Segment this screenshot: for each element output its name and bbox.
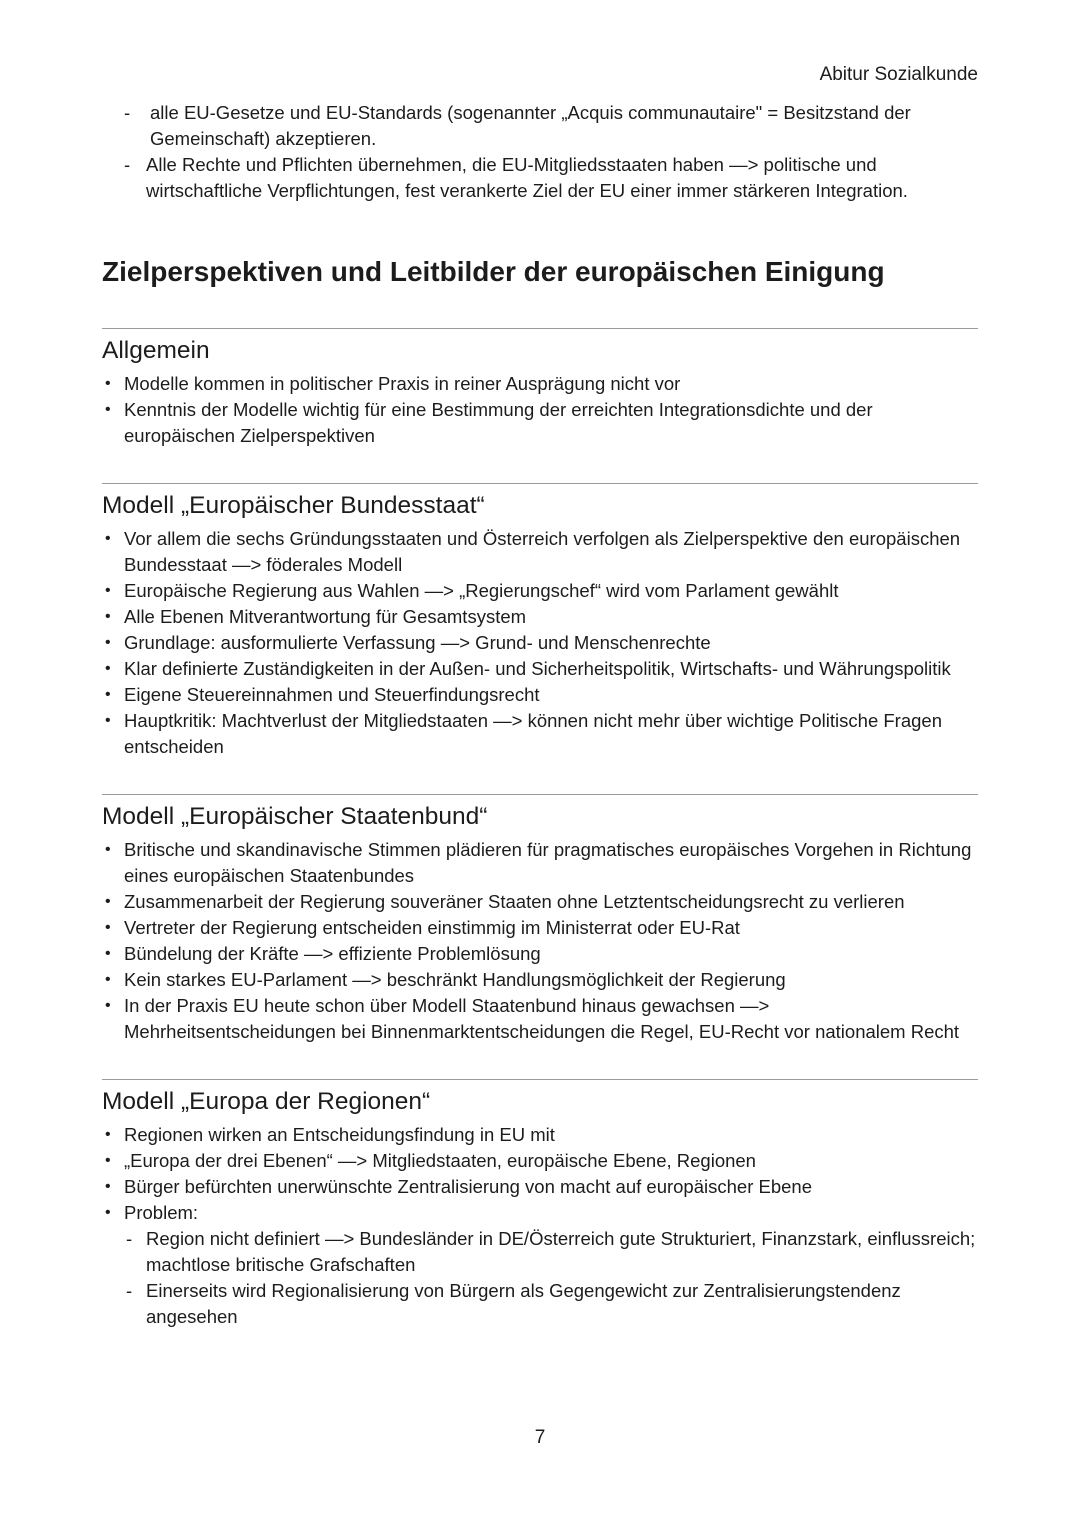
list-item: • Kenntnis der Modelle wichtig für eine Bestimmung der erreichten Integrationsdichte und der europäischen Zielperspektiven: [102, 397, 978, 449]
list-item: • In der Praxis EU heute schon über Modell Staatenbund hinaus gewachsen —> Mehrheitsentscheidungen bei Binnenmarktentscheidungen die Regel, EU-Recht vor nationalem Recht: [102, 993, 978, 1045]
sub-list: [102, 1226, 978, 1330]
section-title: Modell „Europäischer Staatenbund“: [102, 803, 488, 830]
list-item: • Britische und skandinavische Stimmen plädieren für pragmatisches europäisches Vorgehen in Richtung eines europäischen Staatenbundes: [102, 837, 978, 889]
main-title: Zielperspektiven und Leitbilder der europäischen Einigung: [102, 256, 885, 287]
section-staatenbund: [102, 794, 978, 1045]
intro-item: - Alle Rechte und Pflichten übernehmen, die EU-Mitgliedsstaaten haben —> politische und wirtschaftliche Verpflichtungen, fest verankerte Ziel der EU einer immer stärkeren Integration.: [102, 152, 978, 204]
section-divider: [102, 483, 978, 484]
list-item: • Bürger befürchten unerwünschte Zentralisierung von macht auf europäischer Ebene: [102, 1174, 978, 1200]
page-number: 7: [534, 1427, 546, 1448]
section-title: Allgemein: [102, 337, 210, 364]
list-item: • Klar definierte Zuständigkeiten in der Außen- und Sicherheitspolitik, Wirtschafts- und Währungspolitik: [102, 656, 978, 682]
list-item: • Hauptkritik: Machtverlust der Mitgliedstaaten —> können nicht mehr über wichtige Politische Fragen entscheiden: [102, 708, 978, 760]
bullet-list: [102, 526, 978, 760]
page-header: Abitur Sozialkunde: [819, 64, 978, 85]
list-item: • Grundlage: ausformulierte Verfassung —> Grund- und Menschenrechte: [102, 630, 978, 656]
list-item: • Regionen wirken an Entscheidungsfindung in EU mit: [102, 1122, 978, 1148]
section-regionen: [102, 1079, 978, 1330]
section-divider: [102, 328, 978, 329]
section-allgemein: [102, 328, 978, 449]
section-title: Modell „Europäischer Bundesstaat“: [102, 492, 485, 519]
list-item: • Europäische Regierung aus Wahlen —> „Regierungschef“ wird vom Parlament gewählt: [102, 578, 978, 604]
sub-list-item: - Region nicht definiert —> Bundesländer in DE/Österreich gute Strukturiert, Finanzstark, einflussreich; machtlose britische Grafschaften: [102, 1226, 978, 1278]
section-divider: [102, 1079, 978, 1080]
section-bundesstaat: [102, 483, 978, 760]
bullet-list: [102, 371, 978, 449]
list-item: • „Europa der drei Ebenen“ —> Mitgliedstaaten, europäische Ebene, Regionen: [102, 1148, 978, 1174]
list-item: • Vertreter der Regierung entscheiden einstimmig im Ministerrat oder EU-Rat: [102, 915, 978, 941]
list-item: • Zusammenarbeit der Regierung souveräner Staaten ohne Letztentscheidungsrecht zu verlieren: [102, 889, 978, 915]
list-item: • Kein starkes EU-Parlament —> beschränkt Handlungsmöglichkeit der Regierung: [102, 967, 978, 993]
page-content: [102, 100, 978, 1330]
bullet-list: [102, 837, 978, 1045]
list-item: • Eigene Steuereinnahmen und Steuerfindungsrecht: [102, 682, 978, 708]
list-item: • Bündelung der Kräfte —> effiziente Problemlösung: [102, 941, 978, 967]
sub-list-item: - Einerseits wird Regionalisierung von Bürgern als Gegengewicht zur Zentralisierungstendenz angesehen: [102, 1278, 978, 1330]
list-item: • Problem:: [102, 1200, 978, 1226]
intro-item: - alle EU-Gesetze und EU-Standards (sogenannter „Acquis communautaire" = Besitzstand der Gemeinschaft) akzeptieren.: [102, 100, 978, 152]
section-divider: [102, 794, 978, 795]
section-title: Modell „Europa der Regionen“: [102, 1088, 431, 1115]
bullet-list: [102, 1122, 978, 1226]
list-item: • Vor allem die sechs Gründungsstaaten und Österreich verfolgen als Zielperspektive den europäischen Bundesstaat —> föderales Modell: [102, 526, 978, 578]
list-item: • Modelle kommen in politischer Praxis in reiner Ausprägung nicht vor: [102, 371, 978, 397]
list-item: • Alle Ebenen Mitverantwortung für Gesamtsystem: [102, 604, 978, 630]
intro-list: [102, 100, 978, 204]
